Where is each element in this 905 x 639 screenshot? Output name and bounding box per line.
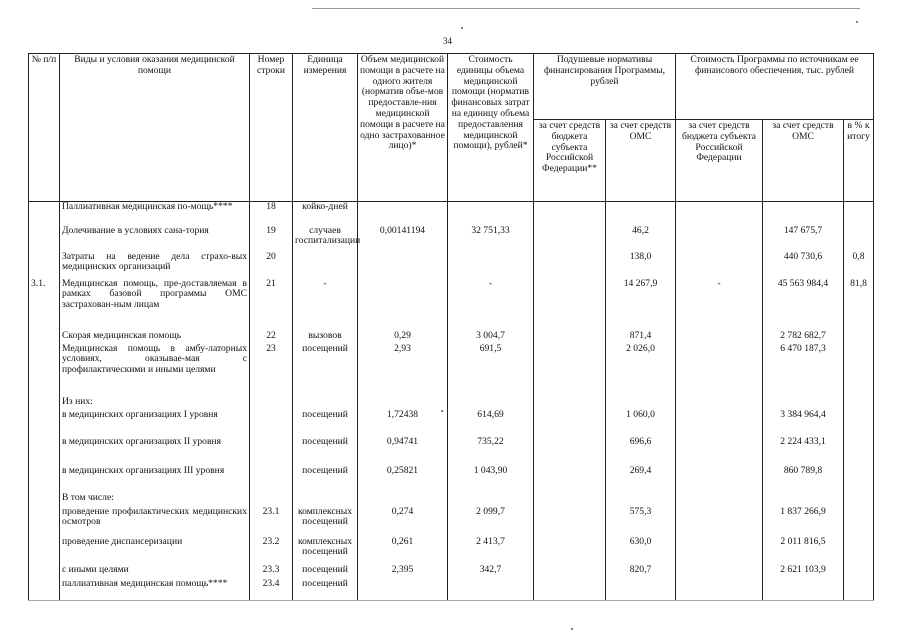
header-per-capita: Подушевые нормативы финансирования Программы, рублей xyxy=(534,54,676,120)
cell-cost: - xyxy=(448,279,534,331)
cell-poms xyxy=(763,493,844,507)
cell-num xyxy=(29,437,60,466)
cell-num xyxy=(29,226,60,252)
cell-name: проведение профилактических медицинских осмотров xyxy=(60,507,250,537)
table-row xyxy=(29,466,874,493)
cell-num xyxy=(29,397,60,410)
cell-rb xyxy=(534,226,606,252)
cell-pb xyxy=(676,565,763,579)
cell-pct xyxy=(844,344,874,397)
cell-line: 23.1 xyxy=(250,507,293,537)
cell-cost: 691,5 xyxy=(448,344,534,397)
cell-cost xyxy=(448,493,534,507)
scan-speck xyxy=(571,628,573,630)
cell-vol xyxy=(358,397,448,410)
cell-name: Медицинская помощь, пре-доставляемая в рамках базовой программы ОМС застрахован-ным лицам xyxy=(60,279,250,331)
header-num: № п/п xyxy=(29,54,60,202)
cell-pct: 0,8 xyxy=(844,252,874,279)
cell-num xyxy=(29,466,60,493)
cell-pct xyxy=(844,507,874,537)
cell-name: Из них: xyxy=(60,397,250,410)
cell-pct xyxy=(844,226,874,252)
cell-poms: 860 789,8 xyxy=(763,466,844,493)
cell-pb xyxy=(676,344,763,397)
cell-pct xyxy=(844,437,874,466)
cell-pb xyxy=(676,466,763,493)
cell-num xyxy=(29,507,60,537)
cell-cost: 2 099,7 xyxy=(448,507,534,537)
header-program-cost: Стоимость Программы по источникам ее финансового обеспечения, тыс. рублей xyxy=(676,54,874,120)
cell-vol: 1,72438 xyxy=(358,410,448,437)
cell-vol: 0,00141194 xyxy=(358,226,448,252)
cell-poms: 45 563 984,4 xyxy=(763,279,844,331)
cell-unit: комплексных посещений xyxy=(293,507,358,537)
cell-pct xyxy=(844,579,874,601)
cell-pb xyxy=(676,331,763,344)
cell-roms: 630,0 xyxy=(606,537,676,565)
table-row xyxy=(29,437,874,466)
cell-roms: 269,4 xyxy=(606,466,676,493)
cell-vol xyxy=(358,493,448,507)
header-volume: Объем медицинской помощи в расчете на одного жителя (норматив объе-мов предоставле-ния медицинской помощи в расчете на одно застрахованное лицо)* xyxy=(358,54,448,202)
table-row xyxy=(29,331,874,344)
cell-pb xyxy=(676,537,763,565)
header-cost: Стоимость единицы объема медицинской помощи (норматив финансовых затрат на единицу объема предоставления медицинской помощи), рублей* xyxy=(448,54,534,202)
cell-poms: 147 675,7 xyxy=(763,226,844,252)
table-row xyxy=(29,410,874,437)
cell-name: В том числе: xyxy=(60,493,250,507)
cell-vol: 2,93 xyxy=(358,344,448,397)
cell-vol: 0,94741 xyxy=(358,437,448,466)
header-oms: за счет средств ОМС xyxy=(606,120,676,202)
cell-poms: 2 621 103,9 xyxy=(763,565,844,579)
cell-line: 23 xyxy=(250,344,293,397)
cell-line xyxy=(250,397,293,410)
cell-unit: посещений xyxy=(293,410,358,437)
cell-unit: - xyxy=(293,279,358,331)
table-row xyxy=(29,344,874,397)
cell-rb xyxy=(534,331,606,344)
cell-line xyxy=(250,410,293,437)
cell-num xyxy=(29,410,60,437)
cell-line: 21 xyxy=(250,279,293,331)
cell-line: 19 xyxy=(250,226,293,252)
cell-unit: посещений xyxy=(293,344,358,397)
cell-rb xyxy=(534,397,606,410)
header-name: Виды и условия оказания медицинской помощи xyxy=(60,54,250,202)
cell-name: в медицинских организациях I уровня xyxy=(60,410,250,437)
cell-roms xyxy=(606,579,676,601)
cell-pct xyxy=(844,537,874,565)
cell-poms xyxy=(763,202,844,226)
cell-poms: 2 782 682,7 xyxy=(763,331,844,344)
cell-name: Медицинская помощь в амбу-латорных условиях, оказывае-мая с профилактическими и иными целями xyxy=(60,344,250,397)
cell-pct xyxy=(844,397,874,410)
header-line: Номер строки xyxy=(250,54,293,202)
cell-vol xyxy=(358,579,448,601)
cell-num xyxy=(29,344,60,397)
cell-pb xyxy=(676,493,763,507)
cell-pb xyxy=(676,579,763,601)
cell-pb xyxy=(676,397,763,410)
table-row xyxy=(29,493,874,507)
cell-poms xyxy=(763,397,844,410)
cell-poms: 440 730,6 xyxy=(763,252,844,279)
cell-unit: случаев госпитализации xyxy=(293,226,358,252)
cell-pb: - xyxy=(676,279,763,331)
cell-name: в медицинских организациях II уровня xyxy=(60,437,250,466)
table-row xyxy=(29,252,874,279)
cell-line xyxy=(250,437,293,466)
cell-pb xyxy=(676,437,763,466)
cell-vol: 0,274 xyxy=(358,507,448,537)
cell-pct: 81,8 xyxy=(844,279,874,331)
cell-unit: вызовов xyxy=(293,331,358,344)
cell-unit: койко-дней xyxy=(293,202,358,226)
cell-rb xyxy=(534,466,606,493)
cell-num xyxy=(29,537,60,565)
header-pct: в % к итогу xyxy=(844,120,874,202)
cell-unit: посещений xyxy=(293,466,358,493)
cell-name: паллиативная медицинская помощь**** xyxy=(60,579,250,601)
cell-pct xyxy=(844,565,874,579)
cell-rb xyxy=(534,410,606,437)
cell-rb xyxy=(534,437,606,466)
cell-unit: комплексных посещений xyxy=(293,537,358,565)
cell-unit: посещений xyxy=(293,565,358,579)
cell-pct xyxy=(844,202,874,226)
cell-rb xyxy=(534,344,606,397)
cell-vol xyxy=(358,202,448,226)
cell-pb xyxy=(676,410,763,437)
cell-roms: 46,2 xyxy=(606,226,676,252)
cell-pb xyxy=(676,202,763,226)
header-oms-total: за счет средств ОМС xyxy=(763,120,844,202)
cell-name: Долечивание в условиях сана-тория xyxy=(60,226,250,252)
cell-num xyxy=(29,331,60,344)
table-body xyxy=(29,202,874,601)
cell-roms xyxy=(606,397,676,410)
cell-cost: 614,69 xyxy=(448,410,534,437)
cell-vol: 2,395 xyxy=(358,565,448,579)
table-row xyxy=(29,537,874,565)
cell-line: 18 xyxy=(250,202,293,226)
cell-unit xyxy=(293,252,358,279)
cell-roms: 14 267,9 xyxy=(606,279,676,331)
cell-line xyxy=(250,466,293,493)
table-row xyxy=(29,507,874,537)
cell-pb xyxy=(676,252,763,279)
cell-cost xyxy=(448,252,534,279)
cell-line: 23.2 xyxy=(250,537,293,565)
cell-num xyxy=(29,493,60,507)
cell-line: 20 xyxy=(250,252,293,279)
cell-roms: 820,7 xyxy=(606,565,676,579)
header-budget-total: за счет средств бюджета субъекта Российской Федерации xyxy=(676,120,763,202)
cell-poms: 3 384 964,4 xyxy=(763,410,844,437)
cell-vol: 0,25821 xyxy=(358,466,448,493)
cell-roms xyxy=(606,493,676,507)
cell-pb xyxy=(676,226,763,252)
table-row xyxy=(29,202,874,226)
cell-name: Паллиативная медицинская по-мощь**** xyxy=(60,202,250,226)
cell-rb xyxy=(534,202,606,226)
cell-roms: 696,6 xyxy=(606,437,676,466)
scan-speck xyxy=(856,21,858,23)
cell-cost: 1 043,90 xyxy=(448,466,534,493)
cell-vol xyxy=(358,252,448,279)
cell-unit: посещений xyxy=(293,437,358,466)
cell-poms xyxy=(763,579,844,601)
cell-rb xyxy=(534,537,606,565)
table-row xyxy=(29,226,874,252)
cell-cost: 735,22 xyxy=(448,437,534,466)
cell-roms xyxy=(606,202,676,226)
cell-roms: 2 026,0 xyxy=(606,344,676,397)
cell-line: 23.3 xyxy=(250,565,293,579)
cell-unit: посещений xyxy=(293,579,358,601)
cell-line xyxy=(250,493,293,507)
cell-pct xyxy=(844,410,874,437)
header-unit: Единица измерения xyxy=(293,54,358,202)
table-row xyxy=(29,397,874,410)
cell-poms: 6 470 187,3 xyxy=(763,344,844,397)
cell-name: проведение диспансеризации xyxy=(60,537,250,565)
cell-cost: 32 751,33 xyxy=(448,226,534,252)
cell-roms: 138,0 xyxy=(606,252,676,279)
cell-cost xyxy=(448,579,534,601)
cell-cost xyxy=(448,202,534,226)
cell-num xyxy=(29,565,60,579)
cell-cost: 2 413,7 xyxy=(448,537,534,565)
cell-unit xyxy=(293,493,358,507)
cell-rb xyxy=(534,252,606,279)
cell-line: 22 xyxy=(250,331,293,344)
cell-vol: 0,261 xyxy=(358,537,448,565)
cell-name: Затраты на ведение дела страхо-вых медицинских организаций xyxy=(60,252,250,279)
cell-pct xyxy=(844,331,874,344)
cell-roms: 1 060,0 xyxy=(606,410,676,437)
cell-cost xyxy=(448,397,534,410)
cell-num xyxy=(29,202,60,226)
cell-line: 23.4 xyxy=(250,579,293,601)
cell-num: 3.1. xyxy=(29,279,60,331)
table-row xyxy=(29,565,874,579)
cell-num xyxy=(29,252,60,279)
cell-pb xyxy=(676,507,763,537)
cell-name: Скорая медицинская помощь xyxy=(60,331,250,344)
cell-vol: 0,29 xyxy=(358,331,448,344)
cell-rb xyxy=(534,279,606,331)
page-number: 34 xyxy=(443,36,452,46)
program-cost-table xyxy=(28,53,874,601)
header-budget: за счет средств бюджета субъекта Российской Федерации** xyxy=(534,120,606,202)
table-row xyxy=(29,579,874,601)
cell-poms: 2 011 816,5 xyxy=(763,537,844,565)
cell-poms: 2 224 433,1 xyxy=(763,437,844,466)
cell-unit xyxy=(293,397,358,410)
cell-cost: 342,7 xyxy=(448,565,534,579)
scan-speck xyxy=(461,27,463,29)
cell-num xyxy=(29,579,60,601)
cell-pct xyxy=(844,493,874,507)
cell-rb xyxy=(534,493,606,507)
cell-name: в медицинских организациях III уровня xyxy=(60,466,250,493)
cell-poms: 1 837 266,9 xyxy=(763,507,844,537)
cell-name: с иными целями xyxy=(60,565,250,579)
cell-rb xyxy=(534,579,606,601)
cell-rb xyxy=(534,507,606,537)
cell-rb xyxy=(534,565,606,579)
top-rule xyxy=(312,8,860,9)
cell-pct xyxy=(844,466,874,493)
cell-roms: 871,4 xyxy=(606,331,676,344)
table-row xyxy=(29,279,874,331)
cell-cost: 3 004,7 xyxy=(448,331,534,344)
cell-vol xyxy=(358,279,448,331)
cell-roms: 575,3 xyxy=(606,507,676,537)
